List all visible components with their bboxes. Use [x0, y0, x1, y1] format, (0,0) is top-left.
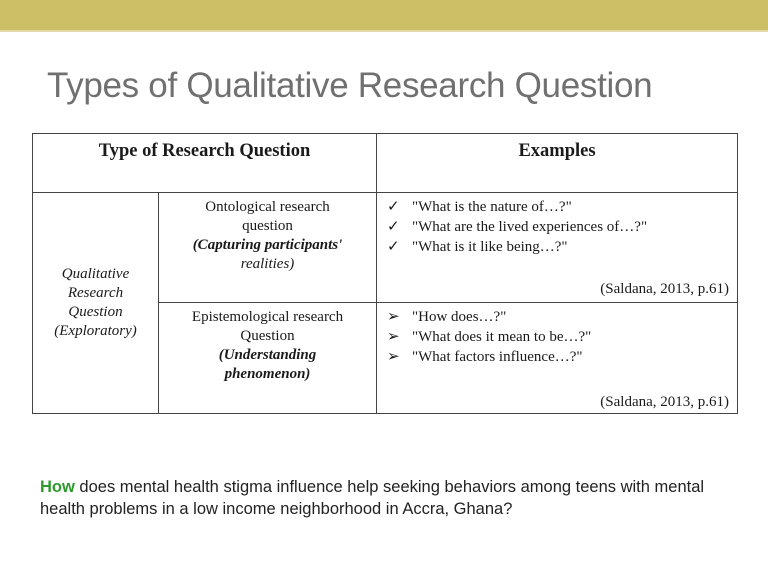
example-item: ➢ "What does it mean to be…?" — [377, 327, 737, 347]
type-subtitle: phenomenon) — [224, 366, 311, 382]
example-item: ➢ "How does…?" — [377, 307, 737, 327]
header-type: Type of Research Question — [33, 134, 377, 193]
category-line: Research — [67, 285, 124, 301]
type-ontological — [159, 193, 377, 303]
examples-ontological — [377, 193, 738, 303]
example-item: ➢ "What factors influence…?" — [377, 347, 737, 367]
arrow-bullet-icon: ➢ — [387, 309, 400, 325]
examples-epistemological — [377, 303, 738, 414]
category-line: Question — [68, 304, 123, 320]
question-body: does mental health stigma influence help seeking behaviors among teens with mental health problems in a low income neighborhood in Accra, Ghana? — [40, 478, 705, 518]
category-line: Qualitative — [61, 266, 130, 282]
research-question-text — [40, 476, 740, 520]
type-line: question — [242, 218, 293, 234]
category-cell — [33, 193, 159, 414]
example-item: ✓ "What is the nature of…?" — [377, 197, 737, 217]
top-accent-divider — [0, 30, 768, 32]
arrow-bullet-icon: ➢ — [387, 349, 400, 365]
type-subtitle: (Understanding — [218, 347, 317, 363]
checkmark-icon: ✓ — [387, 219, 400, 235]
header-examples: Examples — [377, 134, 738, 193]
example-item: ✓ "What are the lived experiences of…?" — [377, 217, 737, 237]
citation: (Saldana, 2013, p.61) — [600, 394, 730, 410]
example-item: ✓ "What is it like being…?" — [377, 237, 737, 257]
type-line: Ontological research — [205, 199, 330, 215]
type-epistemological — [159, 303, 377, 414]
question-highlight: How — [40, 478, 75, 496]
citation: (Saldana, 2013, p.61) — [600, 281, 730, 297]
type-subtitle: realities) — [240, 256, 295, 272]
slide-title: Types of Qualitative Research Question — [47, 66, 653, 105]
checkmark-icon: ✓ — [387, 199, 400, 215]
checkmark-icon: ✓ — [387, 239, 400, 255]
top-accent-bar — [0, 0, 768, 30]
research-question-table — [32, 133, 738, 414]
category-line: (Exploratory) — [54, 323, 137, 339]
type-line: Epistemological research — [191, 309, 344, 325]
type-line: Question — [240, 328, 295, 344]
arrow-bullet-icon: ➢ — [387, 329, 400, 345]
type-subtitle: (Capturing participants' — [192, 237, 343, 253]
